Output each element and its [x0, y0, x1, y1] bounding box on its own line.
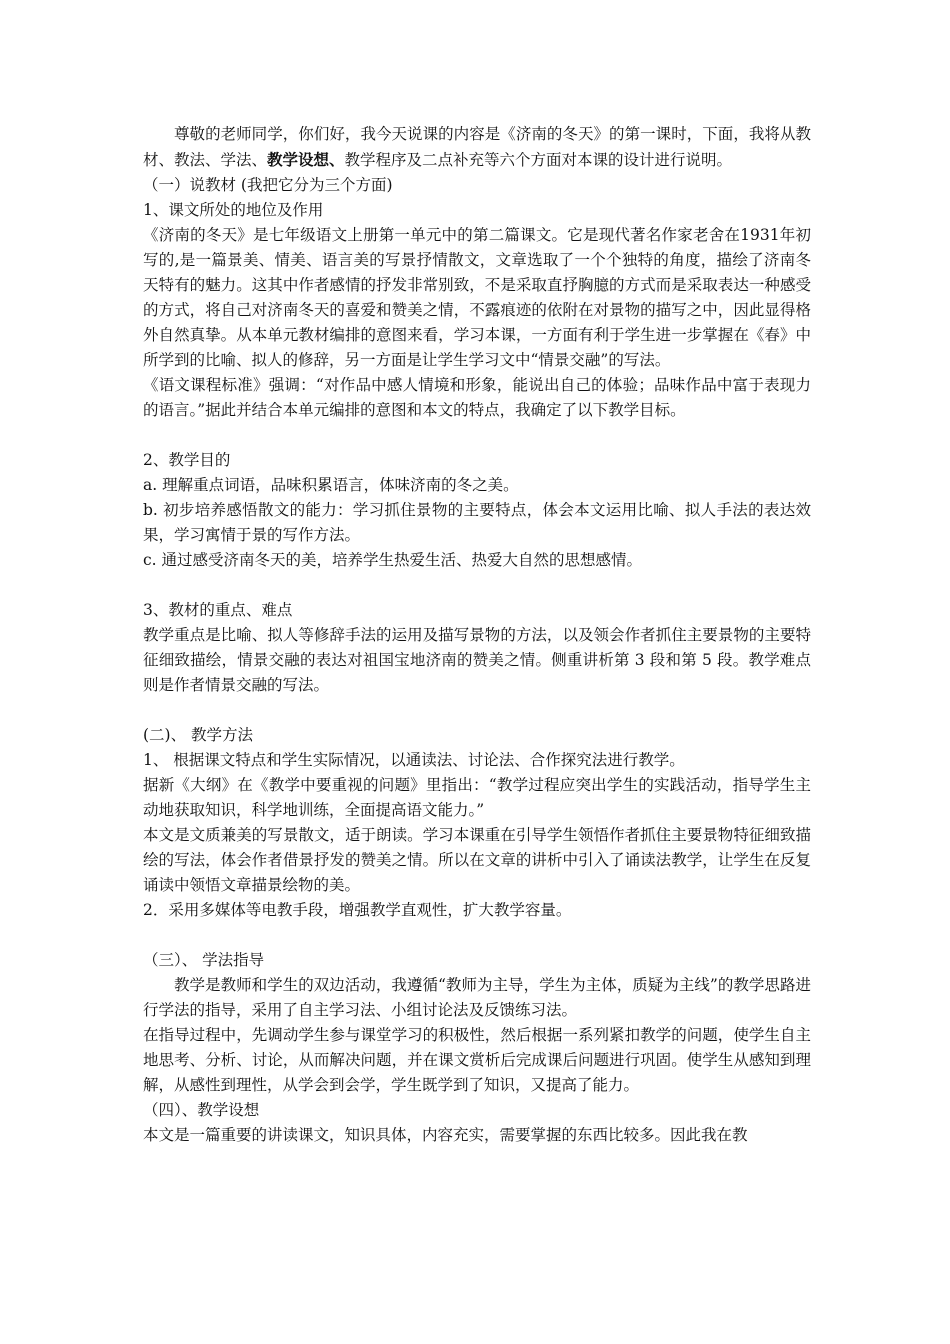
- blank-line: [143, 923, 811, 948]
- paragraph: 《语文课程标准》强调：“对作品中感人情境和形象，能说出自己的体验；品味作品中富于表现力的语言。”据此并结合本单元编排的意图和本文的特点，我确定了以下教学目标。: [143, 376, 811, 419]
- intro-text-2: 教学程序及二点补充等六个方面对本课的设计进行说明。: [344, 151, 733, 169]
- paragraph: 在指导过程中，先调动学生参与课堂学习的积极性，然后根据一系列紧扣教学的问题，使学生自主地思考、分析、讨论，从而解决问题，并在课文赏析后完成课后问题进行巩固。使学生从感知到理解，从感性到理性，从学会到会学，学生既学到了知识，又提高了能力。: [143, 1026, 811, 1094]
- blank-line: [143, 573, 811, 598]
- document-body: [143, 122, 811, 1148]
- intro-text-1: 尊敬的老师同学，你们好，我今天说课的内容是《济南的冬天》的第一课时，下面，我将从教材、教法、学法、: [143, 125, 811, 169]
- goal-item-a: a. 理解重点词语，品味积累语言，体味济南的冬之美。: [143, 476, 519, 494]
- blank-line: [143, 698, 811, 723]
- subsection-1-1-heading: 1、课文所处的地位及作用: [143, 201, 324, 219]
- method-item-2: 2．采用多媒体等电教手段，增强教学直观性，扩大教学容量。: [143, 901, 572, 919]
- intro-paragraph: [143, 122, 811, 173]
- method-item-1: 1、 根据课文特点和学生实际情况，以通读法、讨论法、合作探究法进行教学。: [143, 751, 685, 769]
- section-2-heading: (二)、 教学方法: [143, 726, 254, 744]
- subsection-1-3-heading: 3、教材的重点、难点: [143, 601, 293, 619]
- section-3-heading: （三）、 学法指导: [143, 951, 265, 969]
- paragraph: 教学是教师和学生的双边活动，我遵循“教师为主导，学生为主体，质疑为主线”的教学思路进行学法的指导，采用了自主学习法、小组讨论法及反馈练习法。: [143, 976, 811, 1019]
- paragraph: 本文是一篇重要的讲读课文，知识具体，内容充实，需要掌握的东西比较多。因此我在教: [143, 1126, 748, 1144]
- section-1-heading: （一）说教材 (我把它分为三个方面): [143, 176, 393, 194]
- blank-line: [143, 423, 811, 448]
- intro-bold-text: 教学设想、: [267, 150, 345, 169]
- section-4-heading: （四）、教学设想: [143, 1101, 260, 1119]
- paragraph: 《济南的冬天》是七年级语文上册第一单元中的第二篇课文。它是现代著名作家老舍在1931年初写的,是一篇景美、情美、语言美的写景抒情散文，文章选取了一个个独特的角度，描绘了济南冬天特有的魅力。这其中作者感情的抒发非常别致，不是采取直抒胸臆的方式而是采取表达一种感受的方式，将自己对济南冬天的喜爱和赞美之情，不露痕迹的依附在对景物的描写之中，因此显得格外自然真挚。从本单元教材编排的意图来看，学习本课，一方面有利于学生进一步掌握在《春》中所学到的比喻、拟人的修辞，另一方面是让学生学习文中“情景交融”的写法。: [143, 226, 811, 369]
- paragraph: 本文是文质兼美的写景散文，适于朗读。学习本课重在引导学生领悟作者抓住主要景物特征细致描绘的写法，体会作者借景抒发的赞美之情。所以在文章的讲析中引入了诵读法教学，让学生在反复诵读中领悟文章描景绘物的美。: [143, 826, 811, 894]
- paragraph: 据新《大纲》在《教学中要重视的问题》里指出：“教学过程应突出学生的实践活动，指导学生主动地获取知识，科学地训练，全面提高语文能力。”: [143, 776, 811, 819]
- goal-item-b: b. 初步培养感悟散文的能力：学习抓住景物的主要特点，体会本文运用比喻、拟人手法的表达效果，学习寓情于景的写作方法。: [143, 501, 811, 544]
- subsection-1-2-heading: 2、教学目的: [143, 451, 231, 469]
- paragraph: 教学重点是比喻、拟人等修辞手法的运用及描写景物的方法，以及领会作者抓住主要景物的主要特征细致描绘，情景交融的表达对祖国宝地济南的赞美之情。侧重讲析第 3 段和第 5 段。教学难点则是作者情景交融的写法。: [143, 626, 811, 694]
- goal-item-c: c. 通过感受济南冬天的美，培养学生热爱生活、热爱大自然的思想感情。: [143, 551, 643, 569]
